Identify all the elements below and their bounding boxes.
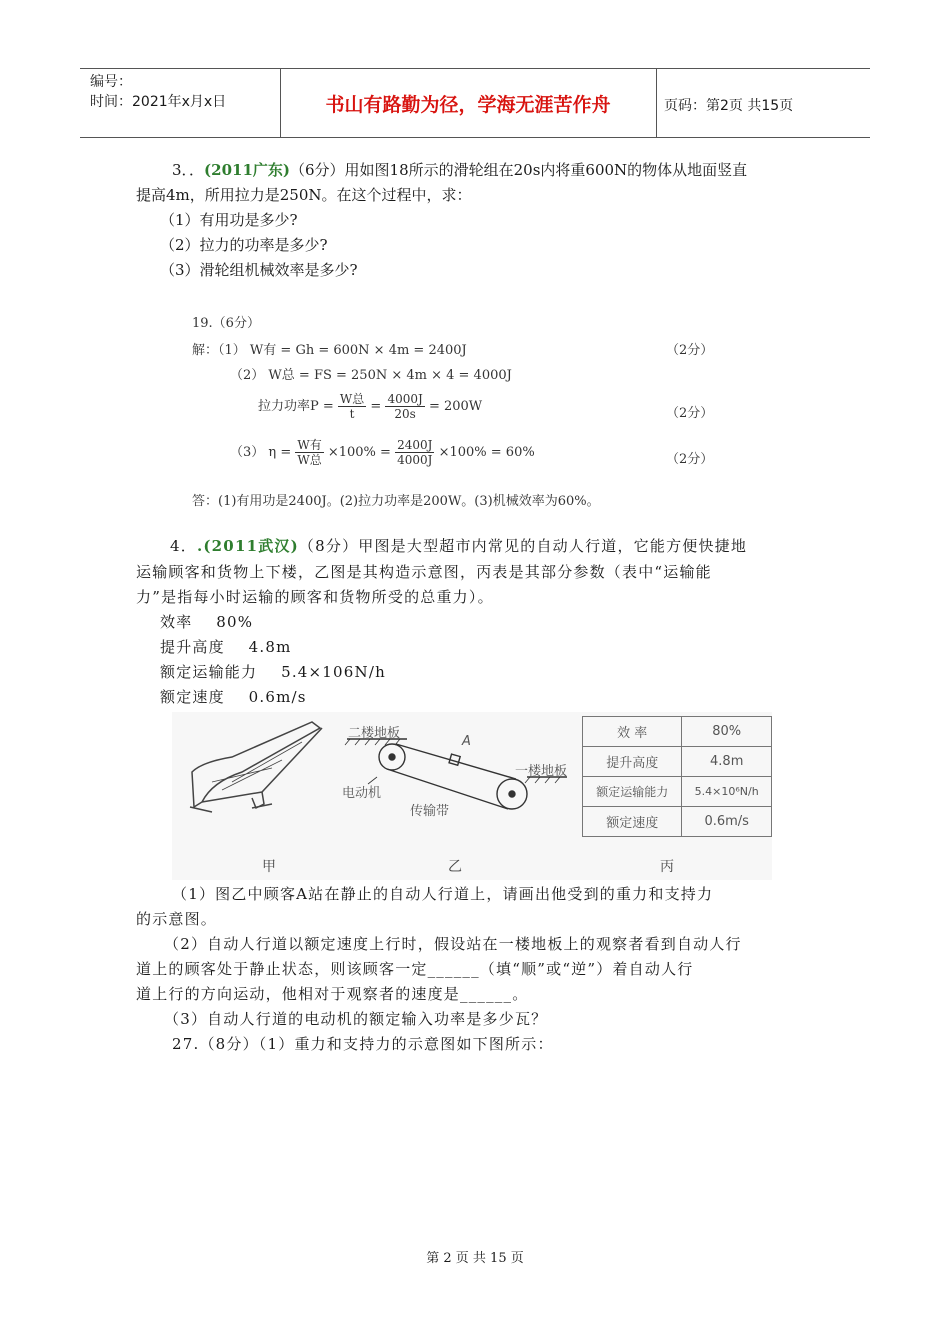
q4-sub2-line1: （2）自动人行道以额定速度上行时，假设站在一楼地板上的观察者看到自动人行 <box>164 935 742 953</box>
upper-pulley-axle <box>389 754 395 760</box>
lower-pulley-axle <box>509 791 515 797</box>
fraction-denominator: W总 <box>297 453 322 467</box>
q4-param: 提升高度 4.8m <box>160 638 292 656</box>
q4-source: .(2011武汉) <box>196 537 299 555</box>
table-row <box>583 717 772 747</box>
q3-line1 <box>172 158 747 182</box>
header-divider <box>656 69 657 137</box>
q4-line2: 运输顾客和货物上下楼，乙图是其构造示意图，丙表是其部分参数（表中“运输能 <box>136 563 712 581</box>
solution-line4 <box>230 438 535 467</box>
label-belt: 传输带 <box>410 804 450 819</box>
escalator-rail <box>192 722 320 807</box>
q4-param: 额定速度 0.6m/s <box>160 688 307 706</box>
table-cell: 5.4×10⁶N/h <box>682 777 772 807</box>
header-motto: 书山有路勤为径，学海无涯苦作舟 <box>325 93 611 116</box>
table-cell: 0.6m/s <box>682 807 772 837</box>
table-cell: 效 率 <box>583 717 682 747</box>
solution-title: 19.（6分） <box>192 316 260 331</box>
solution-l1-score: （2分） <box>666 343 714 358</box>
fraction-numerator: 2400J <box>397 438 433 452</box>
q3-sub2: （2）拉力的功率是多少? <box>160 236 328 254</box>
table-cell: 80% <box>682 717 772 747</box>
solution-l4-score: （2分） <box>666 452 714 467</box>
header-page-info: 页码：第2页 共15页 <box>664 98 794 114</box>
fraction <box>385 392 424 421</box>
solution-l4-result: ×100% = 60% <box>438 445 535 460</box>
fraction-numerator: W总 <box>339 392 365 406</box>
q3-source: (2011广东) <box>204 161 290 179</box>
q4-line1 <box>170 534 747 558</box>
caption-jia: 甲 <box>262 859 276 875</box>
solution-l4-prefix: （3） η = <box>230 445 292 460</box>
q3-number: 3．． <box>172 161 205 179</box>
table-cell: 4.8m <box>682 747 772 777</box>
q4-sub1-line2: 的示意图。 <box>136 910 218 928</box>
q4-sub2-line3: 道上行的方向运动，他相对于观察者的速度是______。 <box>136 985 529 1003</box>
header-meta <box>90 72 226 112</box>
solution-line3: 拉力功率P = $\frac{\text{W总}}{t}$ = $\frac{4000J}{20s}$ = 200W <box>258 392 483 421</box>
table-row <box>583 747 772 777</box>
fraction-denominator: 4000J <box>397 453 433 467</box>
table-cell: 额定运输能力 <box>583 777 682 807</box>
solution-image <box>180 306 720 514</box>
document-header <box>80 68 870 138</box>
time-label: 时间：2021年x月x日 <box>90 94 227 110</box>
fraction-numerator: W有 <box>297 438 322 452</box>
fraction-numerator: 4000J <box>387 392 423 406</box>
label-floor1: 一楼地板 <box>515 764 568 779</box>
solution-l4-mid: ×100% = <box>327 445 391 460</box>
number-label: 编号： <box>90 74 132 90</box>
fraction <box>338 392 366 421</box>
q3-sub3: （3）滑轮组机械效率是多少? <box>160 261 358 279</box>
q4-param: 效率 80% <box>160 613 254 631</box>
table-cell: 额定速度 <box>583 807 682 837</box>
solution-l1-expr: W有 = Gh = 600N × 4m = 2400J <box>249 343 467 358</box>
fraction-denominator: t <box>349 407 355 421</box>
q4-number: 4． <box>170 537 197 555</box>
escalator-steps <box>212 742 302 790</box>
solution-l3-score: （2分） <box>666 406 714 421</box>
solution-l2-expr: W总 = FS = 250N × 4m × 4 = 4000J <box>268 368 512 383</box>
solution-l1-prefix: 解：（1） <box>192 343 246 358</box>
label-motor: 电动机 <box>342 786 382 801</box>
escalator-photo <box>190 722 322 812</box>
table-row <box>583 807 772 837</box>
belt-top <box>396 744 516 779</box>
q3-sub1: （1）有用功是多少? <box>160 211 298 229</box>
fraction <box>295 438 323 467</box>
q3-text1: （6分）用如图18所示的滑轮组在20s内将重600N的物体从地面竖直 <box>290 161 748 179</box>
table-cell: 提升高度 <box>583 747 682 777</box>
label-floor2: 二楼地板 <box>348 726 401 741</box>
q4-sub2-line2: 道上的顾客处于静止状态，则该顾客一定______（填“顺”或“逆”）着自动人行 <box>136 960 694 978</box>
caption-yi: 乙 <box>448 859 462 875</box>
q4-answer-intro: 27.（8分）（1）重力和支持力的示意图如下图所示： <box>172 1035 554 1053</box>
escalator-figure <box>172 712 772 880</box>
q4-sub3: （3）自动人行道的电动机的额定输入功率是多少瓦？ <box>164 1010 548 1028</box>
fraction <box>395 438 434 467</box>
q4-text1: （8分）甲图是大型超市内常见的自动人行道，它能方便快捷地 <box>298 537 748 555</box>
params-table <box>582 716 772 837</box>
solution-line1 <box>192 339 467 358</box>
q4-param: 额定运输能力 5.4×106N/h <box>160 663 386 681</box>
label-a: A <box>462 734 471 749</box>
q4-line3: 力”是指每小时运输的顾客和货物所受的总重力）。 <box>136 588 494 606</box>
q3-line2: 提高4m，所用拉力是250N。在这个过程中，求： <box>136 186 472 204</box>
solution-answer: 答：(1)有用功是2400J。(2)拉力功率是200W。(3)机械效率为60%。 <box>192 494 600 509</box>
solution-l3-prefix: 拉力功率P = <box>258 399 334 414</box>
page-footer: 第 2 页 共 15 页 <box>426 1251 524 1266</box>
solution-line2 <box>230 364 512 383</box>
q4-sub1-line1: （1）图乙中顾客A站在静止的自动人行道上，请画出他受到的重力和支持力 <box>172 885 714 903</box>
table-row <box>583 777 772 807</box>
escalator-base <box>190 804 272 812</box>
solution-l3-result: = 200W <box>428 399 483 414</box>
fraction-denominator: 20s <box>394 407 416 421</box>
solution-l2-prefix: （2） <box>230 368 265 383</box>
caption-bing: 丙 <box>660 859 674 875</box>
